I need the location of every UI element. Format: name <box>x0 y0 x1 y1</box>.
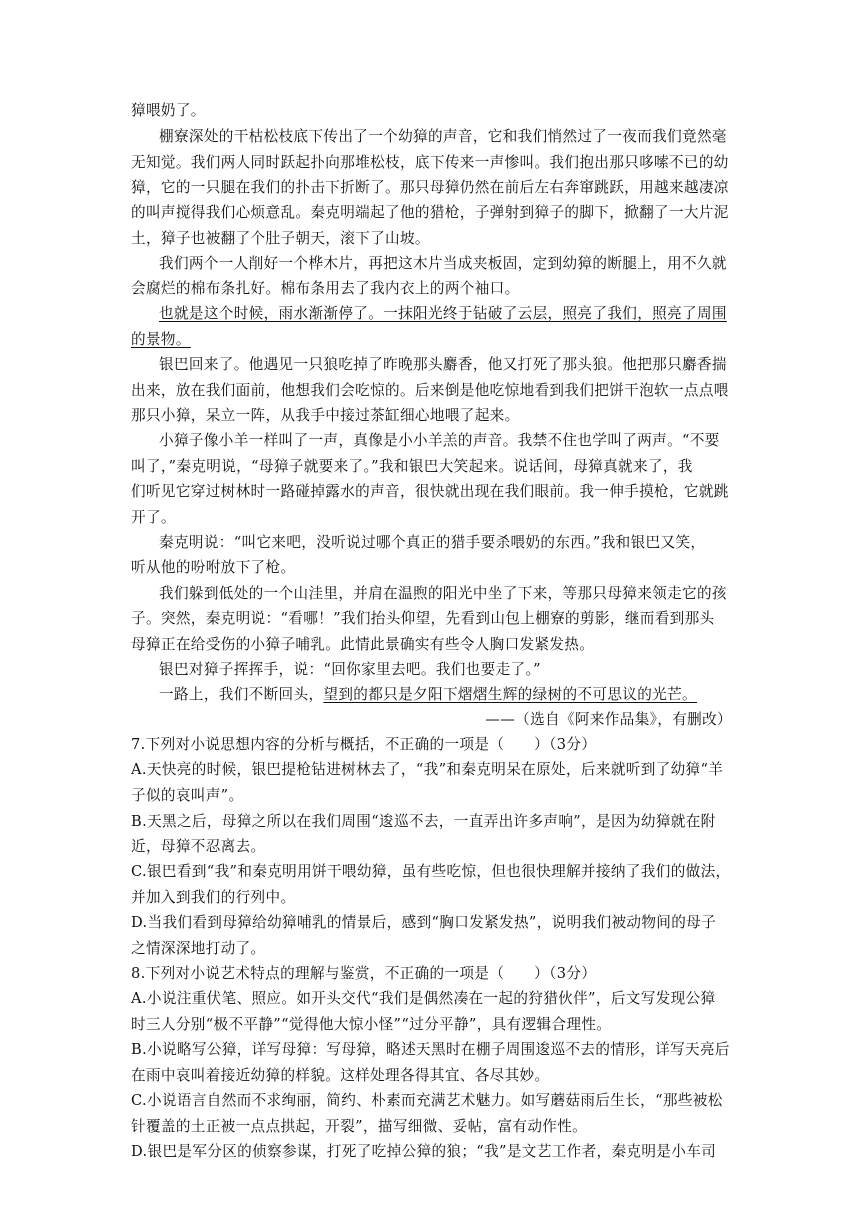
option-8d: D.银巴是军分区的侦察参谋，打死了吃掉公獐的狼；“我”是文艺工作者，秦克明是小车司 <box>131 1143 717 1160</box>
text-line: 土，獐子也被翻了个肚子朝天，滚下了山坡。 <box>131 230 430 247</box>
text-line: 的叫声搅得我们心烦意乱。秦克明端起了他的猎枪，子弹射到獐子的脚下，掀翻了一大片泥 <box>131 204 729 221</box>
option-7c: C.银巴看到“我”和秦克明用饼干喂幼獐，虽有些吃惊，但也很快理解并接纳了我们的做法， <box>131 863 731 880</box>
text-line: 无知觉。我们两人同时跃起扑向那堆松枝，底下传来一声惨叫。我们抱出那只哆嗦不已的幼 <box>131 154 729 171</box>
option-8a: A.小说注重伏笔、照应。如开头交代“我们是偶然凑在一起的狩猎伙伴”，后文写发现公獐 <box>131 990 716 1007</box>
underlined-sentence: 望到的都只是夕阳下熠熠生辉的绿树的不可思议的光芒。 <box>323 686 697 703</box>
underlined-sentence: 的景物。 <box>131 331 191 348</box>
option-7b-cont: 近，母獐不忍离去。 <box>131 838 266 855</box>
text-line: 会腐烂的棉布条扎好。棉布条用去了我内衣上的两个袖口。 <box>131 280 520 297</box>
text-line: 小獐子像小羊一样叫了一声，真像是小小羊羔的声音。我禁不住也学叫了两声。“不要 <box>159 432 720 449</box>
option-7d: D.当我们看到母獐给幼獐哺乳的情景后，感到“胸口发紧发热”，说明我们被动物间的母子 <box>131 914 717 931</box>
option-8b: B.小说略写公獐，详写母獐：写母獐，略述天黑时在棚子周围逡巡不去的情形，详写天亮后 <box>131 1041 730 1058</box>
question-7-stem: 7.下列对小说思想内容的分析与概括，不正确的一项是（ ）（3分） <box>131 736 597 753</box>
text-line: 獐喂奶了。 <box>131 102 206 119</box>
text-line: 们听见它穿过树林时一路碰掉露水的声音，很快就出现在我们眼前。我一伸手摸枪，它就跳 <box>131 483 729 500</box>
text-line: 棚寮深处的干枯松枝底下传出了一个幼獐的声音，它和我们悄然过了一夜而我们竟然毫 <box>159 128 727 145</box>
option-8a-cont: 时三人分别“极不平静”“觉得他大惊小怪”“过分平静”，具有逻辑合理性。 <box>131 1016 612 1033</box>
text-line: 子。突然，秦克明说：“看哪！”我们抬头仰望，先看到山包上棚寮的剪影，继而看到那头 <box>131 610 715 627</box>
option-8c: C.小说语言自然而不求绚丽，简约、朴素而充满艺术魅力。如写蘑菇雨后生长，“那些被松 <box>131 1092 723 1109</box>
option-7c-cont: 并加入到我们的行列中。 <box>131 889 296 906</box>
option-7a-cont: 子似的哀叫声”。 <box>131 787 244 804</box>
option-8b-cont: 在雨中哀叫着接近幼獐的样貌。这样处理各得其宜、各尽其妙。 <box>131 1067 550 1084</box>
text-segment: 一路上，我们不断回头， <box>159 686 324 703</box>
text-line <box>159 684 731 706</box>
text-line: 獐，它的一只腿在我们的扑击下折断了。那只母獐仍然在前后左右奔窜跳跃，用越来越凄凉 <box>131 179 729 196</box>
text-line: 开了。 <box>131 509 176 526</box>
text-line: 我们躲到低处的一个山洼里，并肩在温煦的阳光中坐了下来，等那只母獐来领走它的孩 <box>159 585 727 602</box>
source-citation: ——（选自《阿来作品集》，有删改） <box>485 711 732 728</box>
option-7b: B.天黑之后，母獐之所以在我们周围“逡巡不去，一直弄出许多声响”，是因为幼獐就在附 <box>131 813 716 830</box>
text-line: 秦克明说：“叫它来吧，没听说过哪个真正的猎手要杀喂奶的东西。”我和银巴又笑， <box>159 534 706 551</box>
option-8c-cont: 针覆盖的土正被一点点拱起，开裂”，描写细微、妥帖，富有动作性。 <box>131 1118 588 1135</box>
text-line: 听从他的吩咐放下了枪。 <box>131 559 296 576</box>
text-line: 叫了，”秦克明说，“母獐子就要来了。”我和银巴大笑起来。说话间，母獐真就来了，我 <box>131 458 693 475</box>
text-line: 出来，放在我们面前，他想我们会吃惊的。后来倒是他吃惊地看到我们把饼干泡软一点点喂 <box>131 382 729 399</box>
underlined-sentence: 也就是这个时候，雨水渐渐停了。一抹阳光终于钻破了云层，照亮了我们，照亮了周围 <box>159 305 727 322</box>
option-7a: A.天快亮的时候，银巴提枪钻进树林去了，“我”和秦克明呆在原处，后来就听到了幼獐“羊 <box>131 761 724 778</box>
option-7d-cont: 之情深深地打动了。 <box>131 940 266 957</box>
text-line: 我们两个一人削好一个桦木片，再把这木片当成夹板固，定到幼獐的断腿上，用不久就 <box>159 255 727 272</box>
text-line: 那只小獐，呆立一阵，从我手中接过茶缸细心地喂了起来。 <box>131 407 520 424</box>
text-line: 母獐正在给受伤的小獐子哺乳。此情此景确实有些令人胸口发紧发热。 <box>131 636 595 653</box>
text-line: 银巴回来了。他遇见一只狼吃掉了昨晚那头麝香，他又打死了那头狼。他把那只麝香揣 <box>159 356 727 373</box>
text-line: 银巴对獐子挥挥手，说：“回你家里去吧。我们也要走了。” <box>159 661 541 678</box>
question-8-stem: 8.下列对小说艺术特点的理解与鉴赏，不正确的一项是（ ）（3分） <box>131 965 597 982</box>
